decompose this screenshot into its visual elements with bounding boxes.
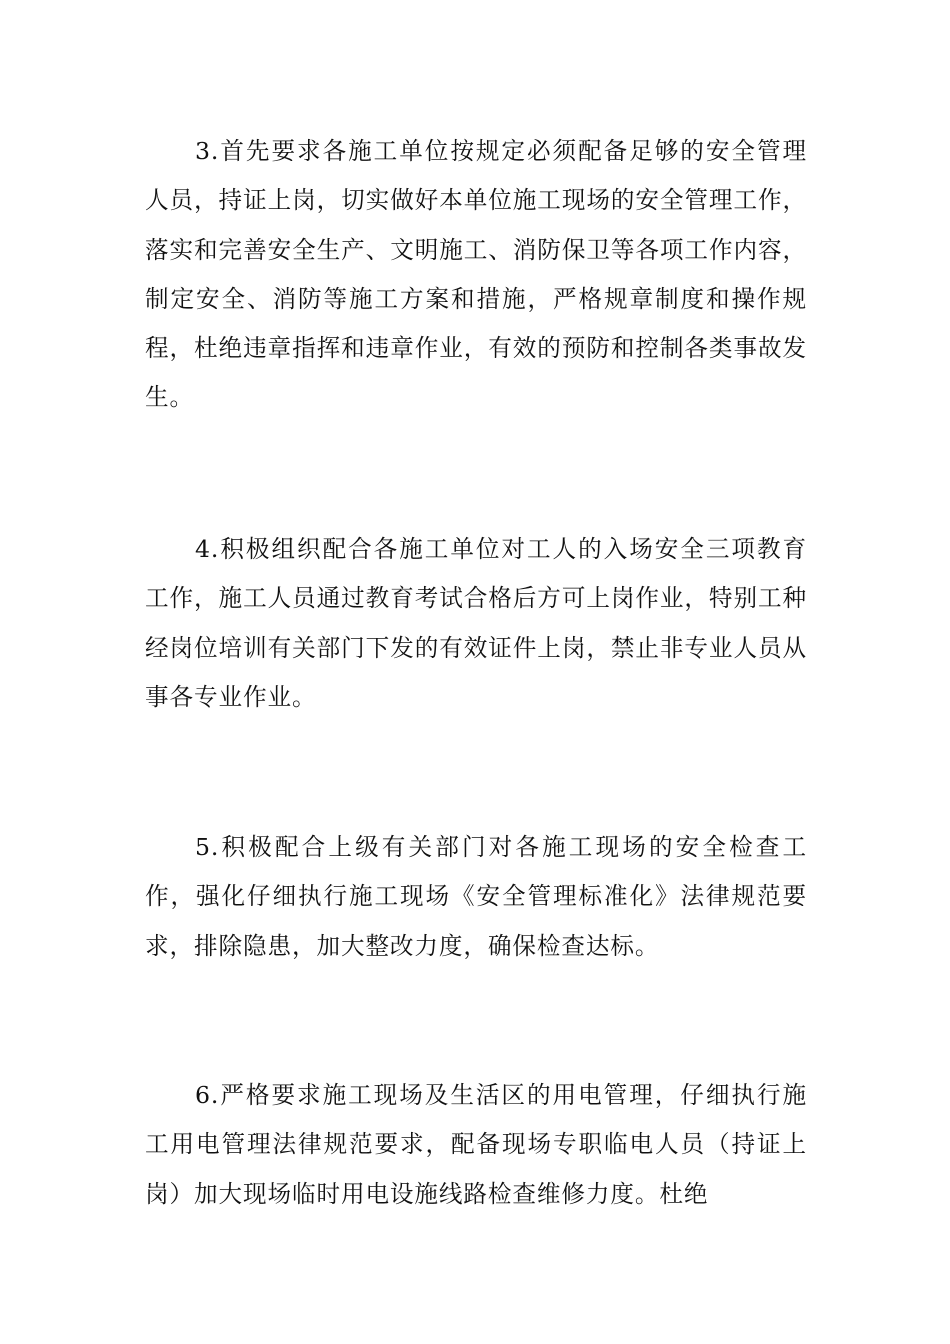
paragraph-3: 3.首先要求各施工单位按规定必须配备足够的安全管理人员，持证上岗，切实做好本单位施工现场的安全管理工作，落实和完善安全生产、文明施工、消防保卫等各项工作内容，制定安全、消防等施工方案和措施，严格规章制度和操作规程，杜绝违章指挥和违章作业，有效的预防和控制各类事故发生。 bbox=[145, 137, 807, 412]
paragraph-4: 4.积极组织配合各施工单位对工人的入场安全三项教育工作，施工人员通过教育考试合格后方可上岗作业，特别工种经岗位培训有关部门下发的有效证件上岗，禁止非专业人员从事各专业作业。 bbox=[145, 535, 807, 711]
paragraph-6: 6.严格要求施工现场及生活区的用电管理，仔细执行施工用电管理法律规范要求，配备现场专职临电人员（持证上岗）加大现场临时用电设施线路检查维修力度。杜绝 bbox=[145, 1081, 807, 1208]
paragraph-5: 5.积极配合上级有关部门对各施工现场的安全检查工作，强化仔细执行施工现场《安全管理标准化》法律规范要求，排除隐患，加大整改力度，确保检查达标。 bbox=[145, 833, 807, 960]
